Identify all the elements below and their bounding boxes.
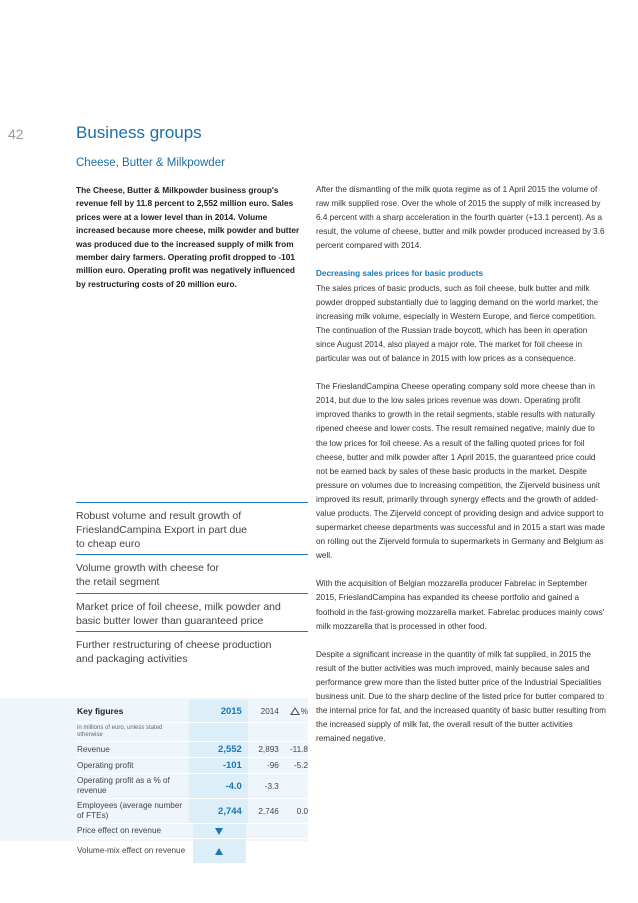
body-paragraph: After the dismantling of the milk quota regime as of 1 April 2015 the volume of raw milk supplied rose. Over the whole of 2015 the supply of milk increased by 6.4 percent with a sharp acceleration in the fourth quarter (+13.1 percent). As a result, the volume of cheese, butter and milk powder produced increased by 3.6 percent compared with 2014.	[316, 185, 605, 251]
highlight-line: Robust volume and result growth of	[76, 510, 242, 522]
sub-heading: Decreasing sales prices for basic products	[316, 269, 484, 279]
table-row	[76, 758, 308, 774]
intro-paragraph: The Cheese, Butter & Milkpowder business group's revenue fell by 11.8 percent to 2,552 million euro. Sales prices were at a lower level than in 2014. Volume increased because more cheese, milk powder and butter was produced due to the increased supply of milk from member dairy farmers. Operating profit dropped to -101 million euro. Operating profit was negatively influenced by restructuring costs of 20 million euro.	[76, 185, 300, 289]
table-row	[76, 799, 308, 824]
row-label: Price effect on revenue	[77, 826, 162, 835]
key-figures-table	[76, 700, 308, 864]
triangle-down-icon	[215, 828, 223, 835]
col-header-2014: 2014	[260, 706, 279, 716]
row-label: Operating profit as a % of revenue	[77, 776, 170, 795]
row-label: Operating profit	[77, 760, 134, 770]
value-2014: -3.3	[264, 781, 279, 791]
value-delta: 0.0	[296, 806, 308, 816]
col-header-2015: 2015	[189, 700, 247, 722]
section-subtitle: Cheese, Butter & Milkpowder	[76, 157, 225, 169]
highlight-line: Further restructuring of cheese production	[76, 639, 272, 651]
row-label: Revenue	[77, 744, 110, 754]
value-2014: -96	[267, 761, 279, 770]
value-2014: 2,746	[258, 806, 279, 816]
value-2015: 2,552	[189, 742, 247, 757]
page-number: 42	[8, 126, 24, 142]
row-label: Volume-mix effect on revenue	[77, 846, 186, 855]
value-delta: -11.8	[289, 745, 308, 754]
table-row	[76, 824, 308, 839]
body-paragraph: The FrieslandCampina Cheese operating company sold more cheese than in 2014, but due to the low sales prices revenue was down. Operating profit improved thanks to growth in the retail segments, stable results with naturally ripened cheese and lower costs. The result remained negative, mainly due to the low prices for foil cheese. As a result of the falling quoted prices for foil cheese, butter and milk powder after 1 April 2015, the guaranteed price could not be earned back by sales of these basic products in the market. Despite pressure on volumes due to increasing competition, the Zijerveld business unit improved its result, primarily through synergy effects and the growth of added-value products. The Zijerveld concept of providing design and advice support to supermarket cheese departments was successful and in 2015 a start was made on rolling out the Zijerveld formula to supermarkets in Germany and Belgium as well.	[316, 382, 605, 561]
body-paragraph: Despite a significant increase in the quantity of milk fat supplied, in 2015 the result of the butter activities was much improved, mainly because sales and performance grew more than the listed butter price of the Industrial Specialities business unit. Due to the sharp decline of the listed price for butter compared to the internal price for fat, and the increased quantity of basic butter resulting from the increased supply of milk fat, the overall result of the butter activities remained negative.	[316, 649, 606, 744]
key-figures-unit-note: in millions of euro, unless stated otherwise	[77, 724, 163, 738]
table-row	[76, 742, 308, 758]
value-2015: 2,744	[189, 799, 247, 823]
col-header-delta	[281, 707, 308, 716]
key-figures-title: Key figures	[77, 706, 124, 716]
highlight-item	[76, 631, 308, 666]
highlight-line: FrieslandCampina Export in part due	[76, 524, 248, 536]
table-row	[76, 774, 308, 799]
key-figures-header-row	[76, 700, 308, 723]
section-title: Business groups	[76, 123, 202, 142]
value-2015: -101	[189, 758, 247, 773]
highlight-line: to cheap euro	[76, 538, 141, 550]
highlight-line: Volume growth with cheese for	[76, 562, 219, 574]
highlight-line: and packaging activities	[76, 653, 188, 665]
row-label: Employees (average number of FTEs)	[77, 801, 183, 820]
col-header-delta-label: %	[300, 706, 308, 716]
highlight-line: Market price of foil cheese, milk powder and	[76, 601, 281, 613]
highlight-item	[76, 593, 308, 628]
value-delta: -5.2	[293, 761, 308, 770]
delta-icon	[290, 707, 300, 715]
body-paragraph: With the acquisition of Belgian mozzarella producer Fabrelac in September 2015, FrieslandCampina has expanded its cheese portfolio and gained a foothold in the fast-growing mozzarella market. Fabrelac produces mainly cows' milk mozzarella that is processed in other food.	[316, 579, 605, 631]
triangle-up-icon	[215, 848, 223, 855]
key-figures-unit-row	[76, 723, 308, 742]
table-row	[76, 839, 308, 864]
value-2014: 2,893	[258, 745, 279, 754]
body-section	[316, 267, 606, 366]
body-paragraph: The sales prices of basic products, such as foil cheese, bulk butter and milk powder dropped substantially due to lagging demand on the world market, the increasing milk volume, especially in Western Europe, and fierce competition. The continuation of the Russian trade boycott, which has been in operation since August 2014, also played a major role. The market for foil cheese in particular was out of balance in 2015 with low prices as a consequence.	[316, 283, 599, 364]
value-2015: -4.0	[189, 774, 247, 798]
highlight-line: the retail segment	[76, 576, 160, 588]
right-column-body	[316, 183, 606, 760]
highlight-item	[76, 554, 308, 589]
highlight-item	[76, 502, 308, 551]
highlight-line: basic butter lower than guaranteed price	[76, 615, 264, 627]
